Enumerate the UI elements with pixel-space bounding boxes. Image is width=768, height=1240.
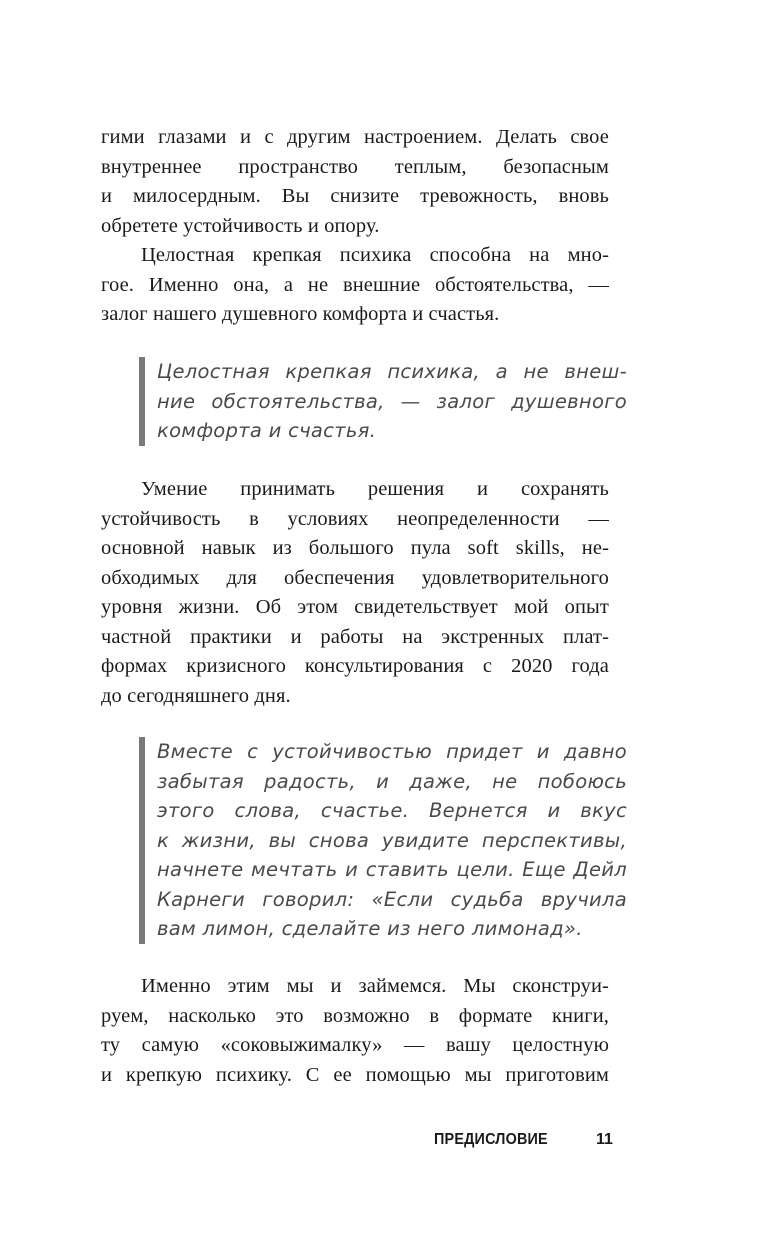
paragraph-4-line: Именно этим мы и займемся. Мы сконструи- bbox=[141, 975, 609, 997]
paragraph-4-line: руем, насколько это возможно в формате книги, bbox=[101, 1004, 609, 1027]
paragraph-2 bbox=[101, 241, 609, 330]
paragraph-1-line: внутреннее пространство теплым, безопасным bbox=[101, 155, 609, 178]
paragraph-3-line: до сегодняшнего дня. bbox=[101, 684, 291, 707]
page-number: 11 bbox=[596, 1131, 613, 1148]
paragraph-1-line: и милосердным. Вы снизите тревожность, вновь bbox=[101, 185, 609, 207]
quote-2-line: к жизни, вы снова увидите перспективы, bbox=[157, 828, 627, 852]
paragraph-3-line: частной практики и работы на экстренных плат- bbox=[101, 625, 609, 648]
paragraph-3 bbox=[101, 475, 609, 711]
pull-quote-1 bbox=[139, 357, 627, 446]
paragraph-4 bbox=[101, 972, 609, 1090]
paragraph-4-line: ту самую «соковыжималку» — вашу целостную bbox=[101, 1034, 609, 1056]
quote-1-line: комфорта и счастья. bbox=[157, 419, 377, 442]
quote-2-line: начнете мечтать и ставить цели. Еще Дейл bbox=[157, 858, 627, 881]
paragraph-2-line: Целостная крепкая психика способна на мно- bbox=[141, 244, 609, 266]
paragraph-3-line: устойчивость в условиях неопределенности — bbox=[101, 507, 609, 530]
paragraph-1-line: обретете устойчивость и опору. bbox=[101, 214, 380, 237]
paragraph-2-line: залог нашего душевного комфорта и счастья. bbox=[101, 303, 500, 325]
paragraph-3-line: основной навык из большого пула soft skills, не- bbox=[101, 537, 609, 559]
quote-2-line: забытая радость, и даже, не побоюсь bbox=[157, 769, 627, 793]
paragraph-1 bbox=[101, 123, 609, 241]
pull-quote-2 bbox=[139, 737, 627, 944]
paragraph-1-line: гими глазами и с другим настроением. Делать свое bbox=[101, 126, 609, 148]
paragraph-3-line: формах кризисного консультирования с 2020 года bbox=[101, 655, 609, 677]
paragraph-4-line: и крепкую психику. С ее помощью мы приготовим bbox=[101, 1063, 609, 1086]
quote-1-line: ние обстоятельства, — залог душевного bbox=[157, 389, 627, 413]
paragraph-3-line: Умение принимать решения и сохранять bbox=[141, 478, 609, 500]
running-footer-section-title: ПРЕДИСЛОВИЕ bbox=[434, 1131, 548, 1148]
paragraph-3-line: уровня жизни. Об этом свидетельствует мой опыт bbox=[101, 596, 609, 618]
quote-1-line: Целостная крепкая психика, а не внеш- bbox=[157, 360, 627, 383]
quote-2-line: этого слова, счастье. Вернется и вкус bbox=[157, 799, 627, 822]
quote-2-line: вам лимон, сделайте из него лимонад». bbox=[157, 917, 583, 940]
quote-2-line: Карнеги говорил: «Если судьба вручила bbox=[157, 887, 627, 911]
paragraph-3-line: обходимых для обеспечения удовлетворительного bbox=[101, 566, 609, 589]
quote-2-line: Вместе с устойчивостью придет и давно bbox=[157, 740, 627, 763]
paragraph-2-line: гое. Именно она, а не внешние обстоятельства, — bbox=[101, 273, 609, 296]
